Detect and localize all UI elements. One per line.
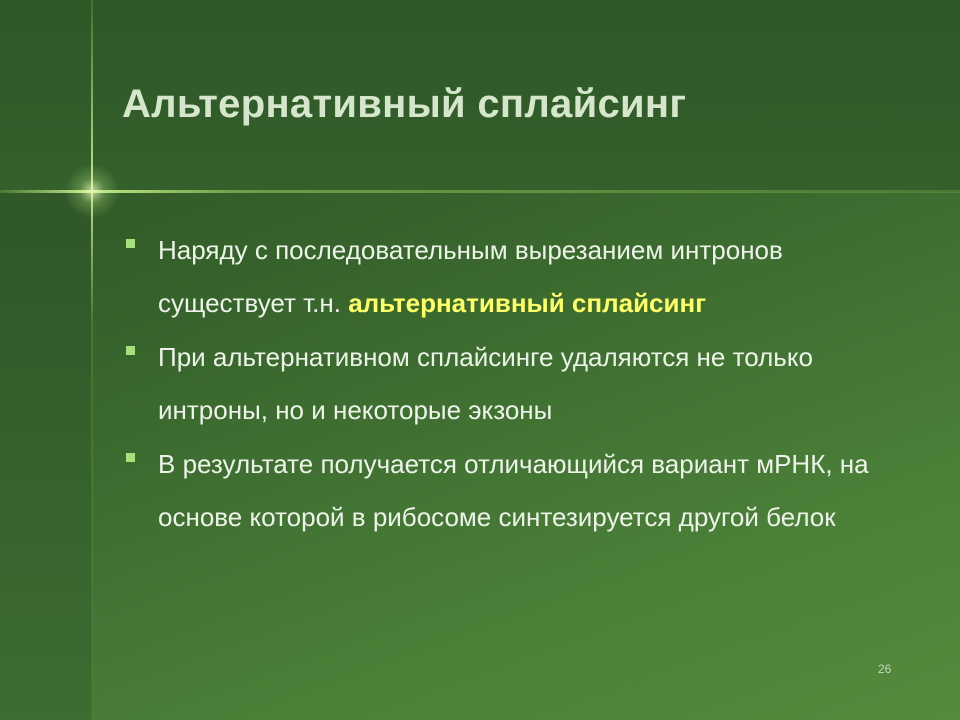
bullet-text: При альтернативном сплайсинге удаляются не только интроны, но и некоторые экзоны — [158, 342, 813, 425]
slide-title: Альтернативный сплайсинг — [122, 82, 687, 126]
bullet-text: Наряду с последовательным вырезанием интронов существует т.н. — [158, 235, 783, 318]
page-number: 26 — [878, 662, 892, 676]
square-bullet-icon — [126, 346, 135, 355]
square-bullet-icon — [126, 453, 135, 462]
vertical-divider-line — [91, 0, 93, 720]
bullet-item-1 — [124, 224, 914, 330]
horizontal-divider-line — [0, 190, 960, 193]
bullet-item-3 — [124, 438, 914, 544]
bullet-item-2 — [124, 331, 914, 437]
highlighted-term: альтернативный сплайсинг — [348, 288, 707, 318]
line-intersection-glow — [62, 161, 122, 221]
square-bullet-icon — [126, 239, 135, 248]
bullet-list — [124, 224, 914, 545]
bullet-text: В результате получается отличающийся вариант мРНК, на основе которой в рибосоме синтезируется другой белок — [158, 449, 869, 532]
